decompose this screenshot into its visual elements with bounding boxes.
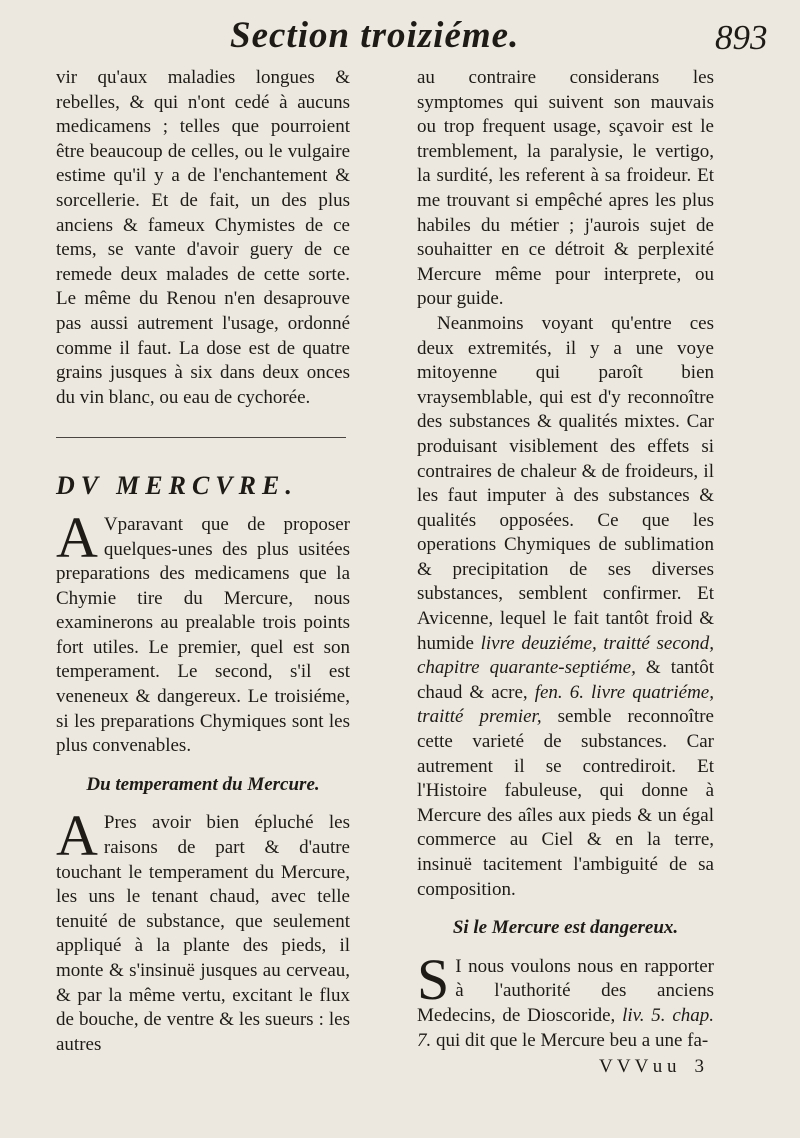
paragraph-intro [56, 504, 350, 759]
paragraph-continuation: vir qu'aux maladies longues & rebelles, & qui n'ont cedé à aucuns medicamens ; telles que pourroient être beaucoup de celles, ou le vulgaire estime qu'il y a de l'enchantement & sorcellerie. Et de fait, un des plus anciens & fameux Chymistes de ce tems, se vante d'avoir guery de ce remede deux malades de cette sorte. Le même du Renou n'en desaprouve pas aussi autrement l'usage, ordonné comme il faut. La dose est de quatre grains jusques à six dans deux onces du vin blanc, ou eau de cychorée. [56, 67, 350, 408]
paragraph-neanmoins [417, 312, 714, 902]
running-title: Section troiziéme. [230, 15, 520, 56]
paragraph-text: & tantôt chaud & acre, [417, 657, 714, 703]
paragraph-text: I nous voulons nous en rapporter à l'authorité des anciens Medecins, de Dioscoride, [417, 955, 714, 1026]
right-column [417, 66, 714, 1080]
citation: livre deuziéme, traitté second, chapitre quarante-septiéme, [417, 632, 714, 679]
paragraph-text: qui dit que le Mercure beu a une fa- [436, 1029, 709, 1051]
drop-cap: A [56, 504, 98, 570]
paragraph-temperament [56, 803, 350, 1057]
drop-cap: S [417, 946, 450, 1012]
paragraph-continuation: au contraire considerans les symptomes qui suivent son mauvais ou trop frequent usage, sçavoir est le tremblement, la paralysie, le vertigo, la surdité, les referent à sa froideur. Et me trouvant si empêché apres les plus habiles du métier ; j'aurois sujet de souhaitter en ce détroit & perplexité Mercure même pour interprete, ou pour guide. [417, 67, 714, 310]
signature-mark: V V V u u [599, 1056, 677, 1078]
running-head [0, 8, 800, 58]
subheading-dangerous: Si le Mercure est dangereux. [452, 917, 679, 939]
catchword: 3 [694, 1056, 704, 1078]
catchword-line [417, 1055, 714, 1080]
paragraph-text: semble reconnoître cette varieté de substances. Car autrement il se contrediroit. Et l'Histoire fabuleuse, qui donne à Mercure des aîles aux pieds & un égal commerce au Ciel & en la terre, insinuë tacitement l'ambiguité de sa composition. [417, 706, 714, 900]
subheading-temperament: Du temperament du Mercure. [86, 773, 320, 795]
citation: liv. 5. chap. 7. [417, 1004, 714, 1051]
paragraph-dangerous [417, 946, 714, 1053]
section-heading: DV MERCVRE. [56, 471, 298, 501]
ornamental-rule [56, 410, 350, 470]
paragraph-text: Neanmoins voyant qu'entre ces deux extremités, il y a une voye mitoyenne qui paroît bien vraysemblable, qui est d'y reconnoître des substances & qualités mixtes. Car produisant visiblement des effets si contraires de chaleur & de froideurs, il les faut imputer à des substances & qualités opposées. Ce que les operations Chymiques de sublimation & precipitation de ses diverses substances, semblent confirmer. Et Avicenne, lequel le fait tantôt froid & humide [417, 312, 714, 654]
drop-cap: A [56, 803, 98, 869]
paragraph-text: Vparavant que de proposer quelques-unes des plus usitées preparations des medicamens que la Chymie tire du Mercure, nous examinerons au prealable trois points fort utiles. Le premier, quel est son temperament. Le second, s'il est veneneux & dangereux. Le troisiéme, si les preparations Chymiques sont les plus convenables. [56, 513, 350, 757]
citation: fen. 6. livre quatriéme, traitté premier, [417, 681, 714, 728]
left-column [56, 66, 350, 1057]
page-number: 893 [715, 18, 768, 57]
divider-line [56, 437, 346, 438]
paragraph-text: Pres avoir bien épluché les raisons de part & d'autre touchant le temperament du Mercure, les uns le tenant chaud, avec telle tenuité de substance, que seulement appliqué à la plante des pieds, il monte & s'insinuë jusques au cerveau, & par la même vertu, excitant le flux de bouche, de ventre & les sueurs : les autres [56, 812, 350, 1055]
